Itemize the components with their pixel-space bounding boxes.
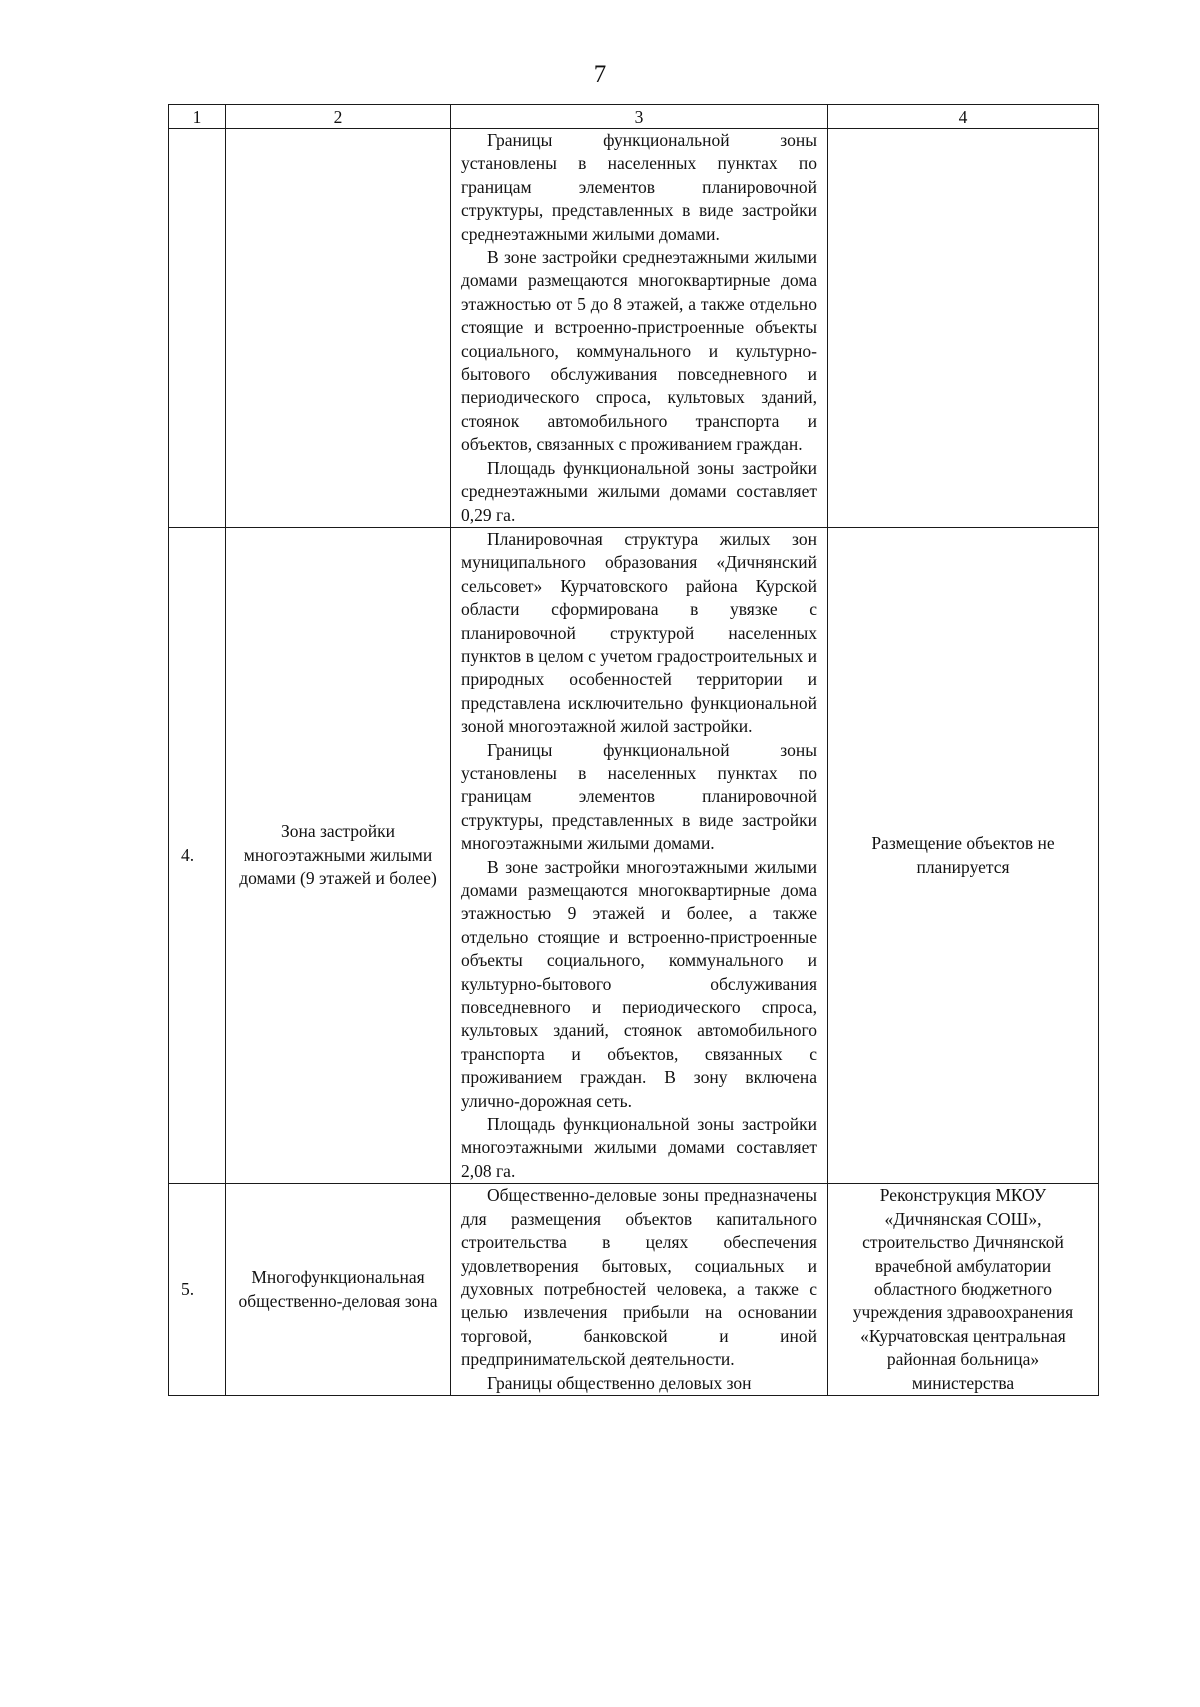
row-number (169, 129, 226, 528)
description-paragraph: Площадь функциональной зоны застройки многоэтажными жилыми домами составляет 2,08 га. (461, 1114, 817, 1181)
description-paragraph: Границы функциональной зоны установлены в населенных пунктах по границам элементов планировочной структуры, представленных в виде застройки среднеэтажными жилыми домами. (461, 130, 817, 244)
column-header-zone: 2 (226, 105, 451, 129)
planned-objects (828, 129, 1099, 528)
table-header-row (169, 105, 1099, 129)
zone-name: Многофункциональная общественно-деловая зона (226, 1184, 451, 1396)
page-number: 7 (593, 61, 607, 88)
zone-description (451, 1184, 828, 1396)
description-paragraph: Границы функциональной зоны установлены в населенных пунктах по границам элементов планировочной структуры, представленных в виде застройки многоэтажными жилыми домами. (461, 739, 817, 854)
description-paragraph: Границы общественно деловых зон (487, 1372, 752, 1393)
description-paragraph: Площадь функциональной зоны застройки среднеэтажными жилыми домами составляет 0,29 га. (461, 457, 817, 525)
table-row (169, 1184, 1099, 1396)
description-paragraph: Планировочная структура жилых зон муниципального образования «Дичнянский сельсовет» Курчатовского района Курской области сформирована в увязке с планировочной структурой населенных пунктов в целом с учетом градостроительных и природных особенностей территории и представлена исключительно функциональной зоной многоэтажной жилой застройки. (461, 528, 817, 737)
description-paragraph: В зоне застройки среднеэтажными жилыми домами размещаются многоквартирные дома этажностью от 5 до 8 этажей, а также отдельно стоящие и встроенно-пристроенные объекты социального, коммунального и культурно-бытового обслуживания повседневного и периодического спроса, культовых зданий, стоянок автомобильного транспорта и объектов, связанных с проживанием граждан. (461, 247, 817, 455)
description-paragraph: В зоне застройки многоэтажными жилыми домами размещаются многоквартирные дома этажностью 9 этажей и более, а также отдельно стоящие и встроенно-пристроенные объекты социального, коммунального и культурно-бытового обслуживания повседневного и периодического спроса, культовых зданий, стоянок автомобильного транспорта и объектов, связанных с проживанием граждан. В зону включена улично-дорожная сеть. (461, 856, 817, 1111)
column-header-number: 1 (169, 105, 226, 129)
planned-objects: Реконструкция МКОУ «Дичнянская СОШ», строительство Дичнянской врачебной амбулатории областного бюджетного учреждения здравоохранения «Курчатовская центральная районная больница» министерства (828, 1184, 1099, 1396)
zone-description (451, 129, 828, 528)
row-number: 4. (169, 527, 226, 1183)
column-header-plans: 4 (828, 105, 1099, 129)
table-row (169, 129, 1099, 528)
description-paragraph: Общественно-деловые зоны предназначены для размещения объектов капитального строительства в целях обеспечения удовлетворения бытовых, социальных и духовных потребностей человека, а также с целью извлечения прибыли на основании торговой, банковской и иной предпринимательской деятельности. (461, 1185, 817, 1370)
table-row (169, 527, 1099, 1183)
zone-description (451, 527, 828, 1183)
zone-name: Зона застройки многоэтажными жилыми домами (9 этажей и более) (226, 527, 451, 1183)
zones-table (168, 104, 1099, 1396)
row-number: 5. (169, 1184, 226, 1396)
planned-objects: Размещение объектов не планируется (828, 527, 1099, 1183)
zone-name (226, 129, 451, 528)
column-header-description: 3 (451, 105, 828, 129)
